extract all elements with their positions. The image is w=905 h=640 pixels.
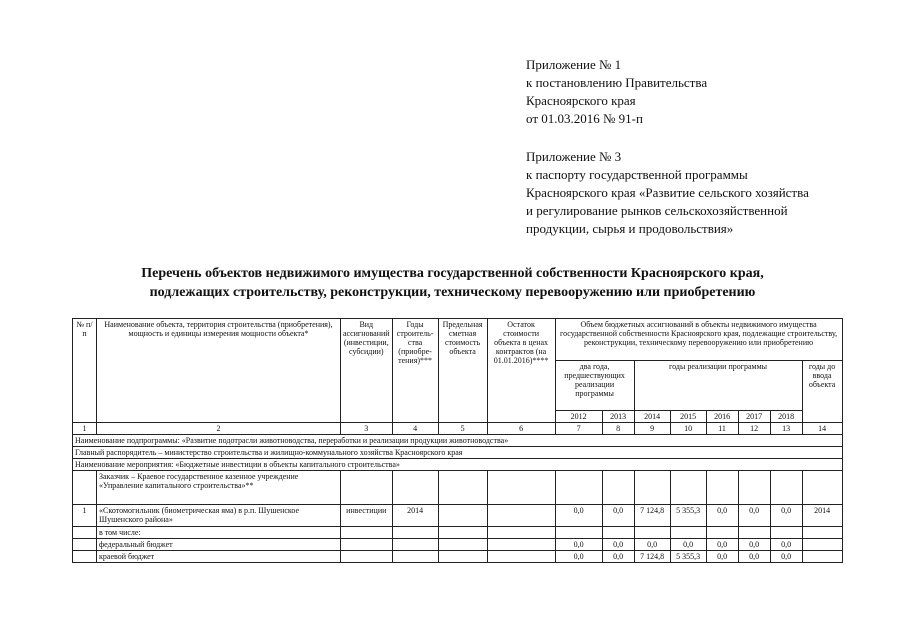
column-number: 2 [97, 423, 341, 435]
header-type: Вид ассигнований (инвестиции, субсидии) [341, 319, 393, 423]
header-cost: Предельная сметная стоимость объекта [438, 319, 487, 423]
empty-cell [438, 527, 487, 539]
appendix-1-line: Красноярского края [526, 93, 636, 108]
regional-value: 0,0 [555, 551, 602, 563]
federal-value: 0,0 [670, 539, 706, 551]
empty-cell [670, 471, 706, 505]
manager-row: Главный распорядитель – министерство строительства и жилищно-коммунального хозяйства Красноярского края [73, 447, 843, 459]
empty-cell [392, 527, 438, 539]
table-row [73, 505, 843, 527]
object-value: 0,0 [602, 505, 634, 527]
header-years-to: годы до ввода объекта [802, 361, 842, 423]
empty-cell [73, 471, 97, 505]
header-year: 2014 [634, 411, 670, 423]
federal-value: 0,0 [555, 539, 602, 551]
header-year: 2012 [555, 411, 602, 423]
appendix-3-line: и регулирование рынков сельскохозяйственной [526, 203, 788, 218]
empty-cell [487, 527, 555, 539]
empty-cell [73, 527, 97, 539]
header-two-years: два года, предшествующих реализации программы [555, 361, 634, 411]
empty-cell [392, 539, 438, 551]
appendix-3-line: Красноярского края «Развитие сельского хозяйства [526, 185, 809, 200]
document-title [40, 264, 865, 302]
header-year: 2018 [770, 411, 802, 423]
column-number: 7 [555, 423, 602, 435]
appendix-3-line: к паспорту государственной программы [526, 167, 748, 182]
header-year: 2017 [738, 411, 770, 423]
empty-cell [438, 471, 487, 505]
table-row [73, 539, 843, 551]
object-value: 7 124,8 [634, 505, 670, 527]
regional-value: 0,0 [706, 551, 738, 563]
empty-cell [738, 471, 770, 505]
empty-cell [770, 471, 802, 505]
empty-cell [341, 551, 393, 563]
empty-cell [438, 539, 487, 551]
regional-value: 0,0 [770, 551, 802, 563]
empty-cell [487, 505, 555, 527]
empty-cell [634, 527, 670, 539]
federal-label: федеральный бюджет [97, 539, 341, 551]
customer-cell: Заказчик – Краевое государственное казенное учреждение «Управление капитального строительства»** [97, 471, 341, 505]
header-year: 2016 [706, 411, 738, 423]
empty-cell [634, 471, 670, 505]
appendix-1-line: Приложение № 1 [526, 57, 622, 72]
empty-cell [555, 527, 602, 539]
objects-table [72, 318, 843, 563]
including-label: в том числе: [97, 527, 341, 539]
table-row [73, 551, 843, 563]
regional-value: 7 124,8 [634, 551, 670, 563]
appendix-3-line: Приложение № 3 [526, 149, 622, 164]
header-program-years: годы реализации программы [634, 361, 802, 411]
empty-cell [802, 539, 842, 551]
federal-value: 0,0 [770, 539, 802, 551]
column-number: 5 [438, 423, 487, 435]
column-number: 12 [738, 423, 770, 435]
subprogram-row: Наименование подпрограммы: «Развитие подотрасли животноводства, переработки и реализации продукции животноводства» [73, 435, 843, 447]
header-num: № п/п [73, 319, 97, 423]
empty-cell [341, 527, 393, 539]
empty-cell [670, 527, 706, 539]
empty-cell [73, 539, 97, 551]
empty-cell [602, 527, 634, 539]
empty-cell [487, 539, 555, 551]
empty-cell [555, 471, 602, 505]
column-number: 1 [73, 423, 97, 435]
column-number: 14 [802, 423, 842, 435]
appendix-1-line: к постановлению Правительства [526, 75, 708, 90]
regional-label: краевой бюджет [97, 551, 341, 563]
empty-cell [392, 551, 438, 563]
header-volume: Объем бюджетных ассигнований в объекты недвижимого имущества государственной собственности Красноярского края, подлежащие строительству, реконструкции, техническому перевооружению или приобретению [555, 319, 842, 361]
federal-value: 0,0 [634, 539, 670, 551]
empty-cell [487, 551, 555, 563]
object-name: «Скотомогильник (биометрическая яма) в р.п. Шушенское Шушенского района» [97, 505, 341, 527]
federal-value: 0,0 [602, 539, 634, 551]
object-value: 0,0 [555, 505, 602, 527]
object-value: 0,0 [770, 505, 802, 527]
empty-cell [73, 551, 97, 563]
empty-cell [770, 527, 802, 539]
object-value: 0,0 [738, 505, 770, 527]
regional-value: 0,0 [738, 551, 770, 563]
empty-cell [802, 551, 842, 563]
column-number: 6 [487, 423, 555, 435]
regional-value: 5 355,3 [670, 551, 706, 563]
object-num: 1 [73, 505, 97, 527]
empty-cell [602, 471, 634, 505]
federal-value: 0,0 [706, 539, 738, 551]
empty-cell [487, 471, 555, 505]
column-number: 4 [392, 423, 438, 435]
appendix-3-block [526, 148, 896, 238]
table-row [73, 527, 843, 539]
object-value: 0,0 [706, 505, 738, 527]
empty-cell [438, 551, 487, 563]
empty-cell [802, 471, 842, 505]
empty-cell [802, 527, 842, 539]
column-number: 10 [670, 423, 706, 435]
object-value: 5 355,3 [670, 505, 706, 527]
empty-cell [706, 471, 738, 505]
empty-cell [392, 471, 438, 505]
header-year: 2013 [602, 411, 634, 423]
column-number: 9 [634, 423, 670, 435]
empty-cell [341, 471, 393, 505]
header-name: Наименование объекта, территория строительства (приобретения), мощность и единицы измерения мощности объекта* [97, 319, 341, 423]
object-value: 2014 [802, 505, 842, 527]
appendix-3-line: продукции, сырья и продовольствия» [526, 221, 734, 236]
empty-cell [738, 527, 770, 539]
federal-value: 0,0 [738, 539, 770, 551]
appendix-1-line: от 01.03.2016 № 91-п [526, 111, 643, 126]
header-years: Годы строитель-ства (приобре-тения)*** [392, 319, 438, 423]
column-number: 3 [341, 423, 393, 435]
header-remain: Остаток стоимости объекта в ценах контрактов (на 01.01.2016)**** [487, 319, 555, 423]
object-type: инвестиции [341, 505, 393, 527]
title-line-1: Перечень объектов недвижимого имущества государственной собственности Красноярского края, [141, 266, 764, 281]
title-line-2: подлежащих строительству, реконструкции, техническому перевооружению или приобретению [149, 285, 756, 300]
column-number: 13 [770, 423, 802, 435]
header-year: 2015 [670, 411, 706, 423]
appendix-1-block [526, 56, 896, 128]
column-number: 11 [706, 423, 738, 435]
measure-row: Наименование мероприятия: «Бюджетные инвестиции в объекты капитального строительства» [73, 459, 843, 471]
column-number: 8 [602, 423, 634, 435]
empty-cell [706, 527, 738, 539]
empty-cell [438, 505, 487, 527]
object-years: 2014 [392, 505, 438, 527]
empty-cell [341, 539, 393, 551]
regional-value: 0,0 [602, 551, 634, 563]
